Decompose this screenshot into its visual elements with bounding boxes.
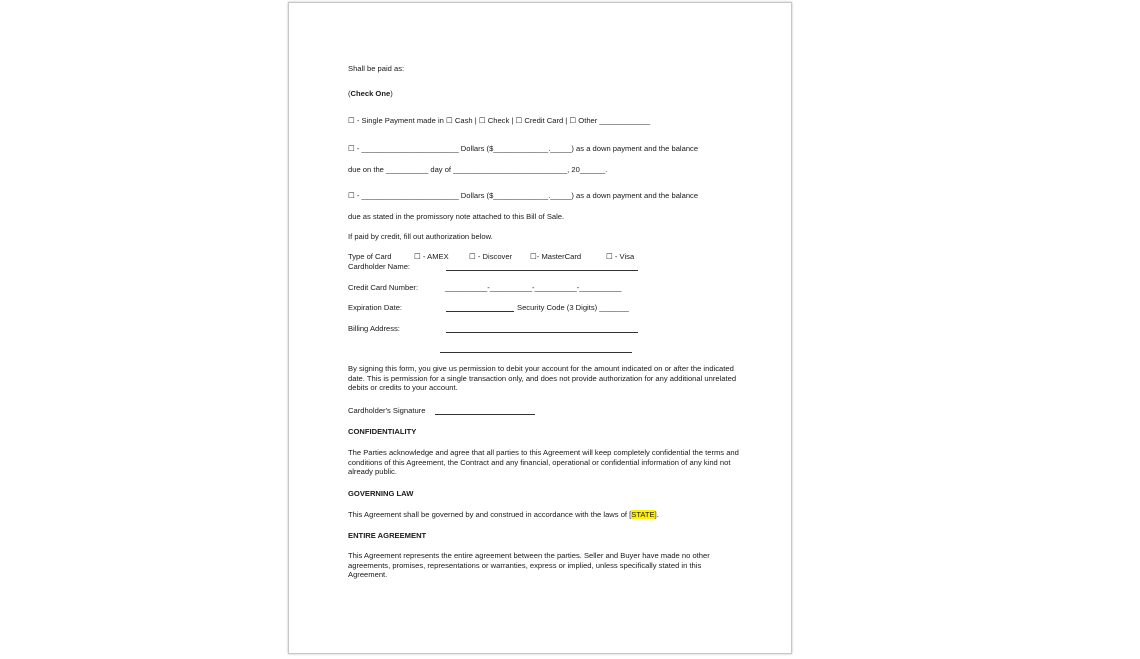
promissory-note-line: due as stated in the promissory note attached to this Bill of Sale. xyxy=(348,212,565,221)
signature-label: Cardholder's Signature xyxy=(348,406,426,415)
governing-law-end: ]. xyxy=(654,510,659,519)
confidentiality-paragraph: The Parties acknowledge and agree that all parties to this Agreement will keep completely confidential the terms and conditions of this Agreement, the Contract and any financial, operational or confidential information of any kind not already public. xyxy=(348,448,739,477)
card-type-mastercard[interactable]: ☐- MasterCard xyxy=(530,252,582,261)
credit-intro: If paid by credit, fill out authorization below. xyxy=(348,232,493,241)
card-type-amex[interactable]: ☐ - AMEX xyxy=(414,252,449,261)
governing-law-paragraph xyxy=(348,510,659,520)
down-payment-option-2[interactable]: ☐ - _______________________ Dollars ($_____________._____) as a down payment and the balance xyxy=(348,191,699,200)
card-type-discover[interactable]: ☐ - Discover xyxy=(469,252,513,261)
balance-due-date-line: due on the __________ day of ___________________________, 20______. xyxy=(348,165,608,174)
security-code-field[interactable]: Security Code (3 Digits) _______ xyxy=(517,303,629,312)
entire-agreement-paragraph: This Agreement represents the entire agreement between the parties. Seller and Buyer have made no other agreements, promises, representations or warranties, express or implied, unless specifically stated in this Agreement. xyxy=(348,551,710,580)
expiration-label: Expiration Date: xyxy=(348,303,403,312)
billing-address-label: Billing Address: xyxy=(348,324,400,333)
governing-law-text: This Agreement shall be governed by and construed in accordance with the laws of [ xyxy=(348,510,632,519)
card-type-visa[interactable]: ☐ - Visa xyxy=(606,252,635,261)
document-page xyxy=(288,2,792,654)
card-number-label: Credit Card Number: xyxy=(348,283,419,292)
confidentiality-heading: CONFIDENTIALITY xyxy=(348,427,417,436)
check-one-bold: Check One xyxy=(350,89,391,98)
state-placeholder: STATE xyxy=(631,510,655,519)
billing-address-blank-1[interactable] xyxy=(446,332,638,333)
cardholder-name-label: Cardholder Name: xyxy=(348,262,411,271)
card-type-label: Type of Card xyxy=(348,252,392,261)
paid-as-line: Shall be paid as: xyxy=(348,64,405,73)
down-payment-option-1[interactable]: ☐ - _______________________ Dollars ($_____________._____) as a down payment and the balance xyxy=(348,144,699,153)
governing-law-heading: GOVERNING LAW xyxy=(348,489,414,498)
single-payment-option[interactable]: ☐ - Single Payment made in ☐ Cash | ☐ Check | ☐ Credit Card | ☐ Other ____________ xyxy=(348,116,651,125)
check-one-label: (Check One) xyxy=(348,89,393,98)
card-number-blank[interactable]: __________-__________-__________-__________ xyxy=(445,283,622,292)
signature-blank[interactable] xyxy=(435,414,535,415)
billing-address-blank-2[interactable] xyxy=(440,352,632,353)
cardholder-name-blank[interactable] xyxy=(446,270,638,271)
expiration-blank[interactable] xyxy=(446,311,514,312)
authorization-paragraph: By signing this form, you give us permission to debit your account for the amount indicated on or after the indicated date. This is permission for a single transaction only, and does not provide authorization for any additional unrelated debits or credits to your account. xyxy=(348,364,737,393)
entire-agreement-heading: ENTIRE AGREEMENT xyxy=(348,531,427,540)
